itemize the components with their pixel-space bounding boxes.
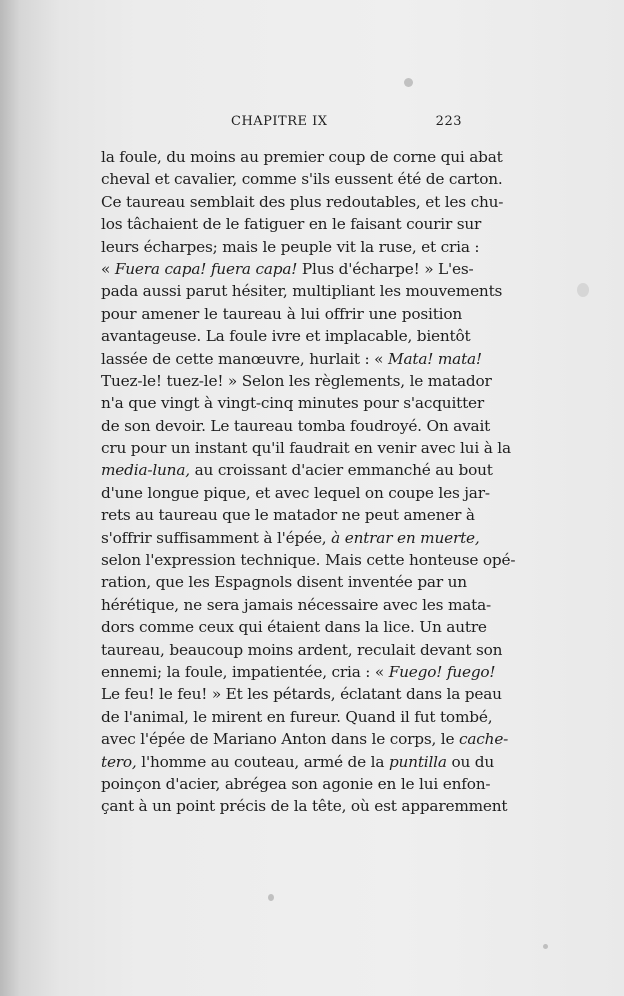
- text-segment: ennemi; la foule, impatientée, cria : «: [101, 662, 389, 681]
- text-line: [101, 616, 487, 638]
- text-segment: n'a que vingt à vingt-cinq minutes pour s'acquitter: [101, 394, 485, 413]
- text-segment: lassée de cette manœuvre, hurlait : «: [101, 349, 388, 368]
- chapter-title: CHAPITRE IX: [231, 114, 328, 129]
- text-line: [101, 639, 503, 661]
- text-line: [101, 504, 475, 526]
- paper-blemish: [268, 894, 274, 901]
- text-segment: de l'animal, le mirent en fureur. Quand il fut tombé,: [101, 707, 493, 726]
- text-segment: avantageuse. La foule ivre et implacable, bientôt: [101, 327, 471, 346]
- text-segment: s'offrir suffisamment à l'épée,: [101, 528, 332, 547]
- text-line: [101, 348, 482, 370]
- italic-text: tero,: [101, 752, 137, 771]
- text-line: [101, 594, 492, 616]
- text-segment: au croissant d'acier emmanché au bout: [189, 461, 493, 480]
- italic-text: à entrar en muerte,: [331, 528, 480, 547]
- text-segment: Tuez-le! tuez-le! » Selon les règlements, le matador: [101, 371, 492, 390]
- text-segment: çant à un point précis de la tête, où est apparemment: [101, 797, 508, 816]
- italic-text: cache-: [459, 730, 509, 749]
- text-line: [101, 191, 504, 213]
- text-segment: ou du: [446, 752, 495, 771]
- text-segment: los tâchaient de le fatiguer en le faisant courir sur: [101, 215, 482, 234]
- text-segment: leurs écharpes; mais le peuple vit la ruse, et cria :: [101, 237, 480, 256]
- text-line: [101, 168, 503, 190]
- paper-blemish: [404, 78, 413, 87]
- italic-text: puntilla: [388, 752, 447, 771]
- text-segment: hérétique, ne sera jamais nécessaire avec les mata-: [101, 595, 492, 614]
- text-segment: de son devoir. Le taureau tomba foudroyé. On avait: [101, 416, 491, 435]
- text-segment: d'une longue pique, et avec lequel on coupe les jar-: [101, 483, 490, 502]
- text-segment: pour amener le taureau à lui offrir une position: [101, 304, 462, 323]
- text-line: [101, 683, 502, 705]
- text-segment: cru pour un instant qu'il faudrait en venir avec lui à la: [101, 439, 511, 458]
- text-segment: taureau, beaucoup moins ardent, reculait devant son: [101, 640, 503, 659]
- text-segment: dors comme ceux qui étaient dans la lice. Un autre: [101, 618, 487, 637]
- text-line: [101, 236, 480, 258]
- text-line: [101, 751, 495, 773]
- text-line: [101, 280, 503, 302]
- text-line: [101, 303, 462, 325]
- italic-text: Fuego! fuego!: [388, 662, 496, 681]
- text-line: [101, 795, 508, 817]
- running-header: [101, 114, 462, 134]
- text-segment: rets au taureau que le matador ne peut amener à: [101, 506, 475, 525]
- text-line: [101, 392, 485, 414]
- text-line: [101, 549, 516, 571]
- text-line: [101, 482, 490, 504]
- text-segment: pada aussi parut hésiter, multipliant les mouvements: [101, 282, 503, 301]
- paper-blemish: [577, 283, 589, 297]
- text-line: [101, 258, 474, 280]
- text-line: [101, 213, 482, 235]
- text-line: [101, 706, 493, 728]
- italic-text: media-luna,: [101, 461, 190, 480]
- text-line: [101, 415, 491, 437]
- text-segment: Ce taureau semblait des plus redoutables, et les chu-: [101, 192, 504, 211]
- text-segment: la foule, du moins au premier coup de corne qui abat: [101, 148, 503, 166]
- text-line: [101, 370, 492, 392]
- text-line: [101, 728, 509, 750]
- text-line: [101, 773, 491, 795]
- text-segment: l'homme au couteau, armé de la: [136, 752, 389, 771]
- text-segment: selon l'expression technique. Mais cette honteuse opé-: [101, 551, 516, 570]
- text-line: [101, 527, 480, 549]
- text-line: [101, 571, 467, 593]
- text-line: [101, 146, 503, 168]
- text-segment: Le feu! le feu! » Et les pétards, éclatant dans la peau: [101, 685, 502, 704]
- italic-text: Fuera capa! fuera capa!: [114, 259, 298, 278]
- text-line: [101, 437, 511, 459]
- text-segment: «: [101, 259, 115, 278]
- text-segment: ration, que les Espagnols disent inventée par un: [101, 573, 467, 592]
- text-segment: poinçon d'acier, abrégea son agonie en le lui enfon-: [101, 774, 491, 793]
- text-line: [101, 325, 471, 347]
- text-segment: Plus d'écharpe! » L'es-: [297, 259, 474, 278]
- text-line: [101, 661, 496, 683]
- text-segment: cheval et cavalier, comme s'ils eussent été de carton.: [101, 170, 503, 189]
- page-body-text: [101, 146, 516, 818]
- text-segment: avec l'épée de Mariano Anton dans le corps, le: [101, 730, 460, 749]
- page-number: 223: [435, 114, 462, 129]
- text-line: [101, 459, 493, 481]
- paper-blemish: [543, 944, 548, 949]
- italic-text: Mata! mata!: [387, 349, 482, 368]
